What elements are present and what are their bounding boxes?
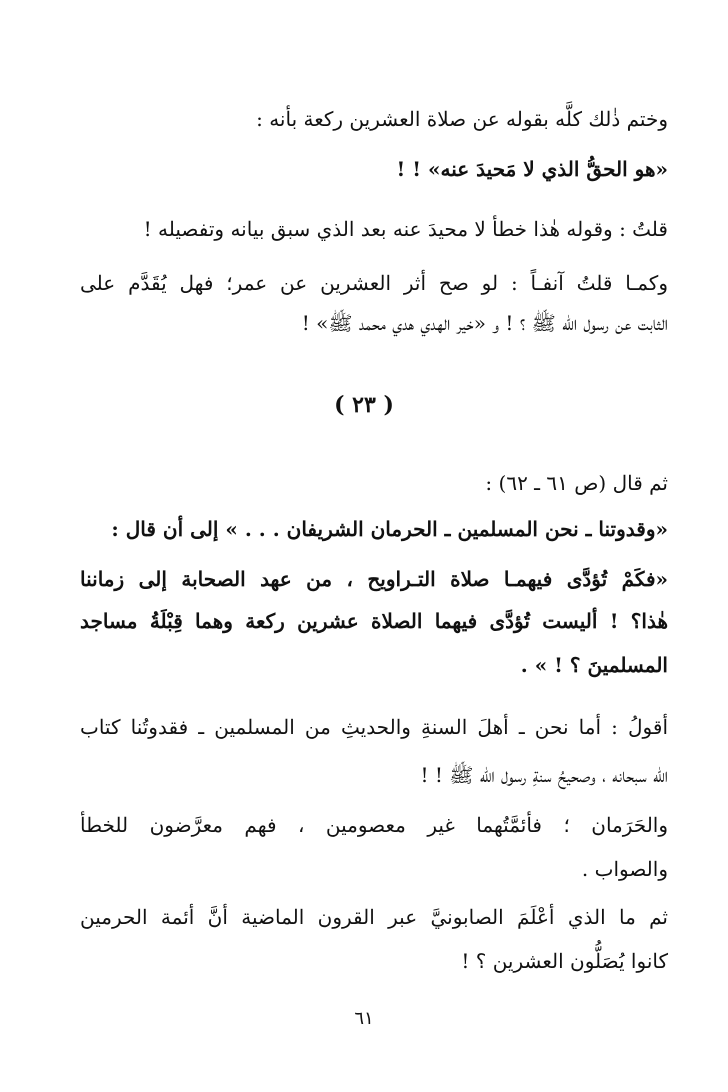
paragraph-2-line-1: قلتُ : وقوله هٰذا خطأ لا محيدَ عنه بعد الذي سبق بيانه وتفصيله !	[143, 217, 668, 241]
page-number: ٦١	[354, 1008, 374, 1029]
paragraph-4-line-1: ثم قال (ص ٦١ ـ ٦٢) :	[485, 471, 668, 495]
paragraph-9-line-2: كانوا يُصَلُّون العشرين ؟ !	[461, 949, 668, 973]
paragraph-3-line-2: الثابت عن رسول الله ﷺ ؟ ! و «خير الهدي هدي محمد ﷺ» !	[301, 311, 668, 335]
section-heading: ( ٢٣ )	[334, 392, 394, 418]
paragraph-5-line-1: «وقدوتنا ـ نحن المسلمين ـ الحرمان الشريفان . . . » إلى أن قال :	[111, 517, 668, 541]
paragraph-7-line-1: أقولُ : أما نحن ـ أهلَ السنةِ والحديثِ من المسلمين ـ فقدوتُنا كتاب	[80, 715, 668, 739]
paragraph-7-line-2: الله سبحانه ، وصحيحُ سنةِ رسول الله ﷺ ! !	[420, 763, 668, 787]
paragraph-8-line-1: والحَرَمان ؛ فأئمَّتُهما غير معصومين ، فهم معرَّضون للخطأ	[80, 813, 668, 837]
paragraph-1-quote: «هو الحقُّ الذي لا مَحيدَ عنه» ! !	[396, 157, 668, 181]
paragraph-6-line-2: هٰذا؟ ! أليست تُؤدَّى فيهما الصلاة عشرين ركعة وهما قِبْلَةُ مساجد	[80, 609, 668, 633]
paragraph-6-line-3: المسلمينَ ؟ ! » .	[520, 653, 668, 677]
paragraph-9-line-1: ثم ما الذي أعْلَمَ الصابونيَّ عبر القرون الماضية أنَّ أئمة الحرمين	[80, 905, 668, 929]
paragraph-6-line-1: «فكَمْ تُؤدَّى فيهمـا صلاة التـراويح ، من عهد الصحابة إلى زماننا	[80, 567, 668, 591]
paragraph-3-line-1: وكمـا قلتُ آنفـاً : لو صح أثر العشرين عن عمر؛ فهل يُقَدَّم على	[80, 271, 668, 295]
paragraph-8-line-2: والصواب .	[581, 857, 668, 881]
paragraph-1-line-1: وختم ذٰلك كلَّه بقوله عن صلاة العشرين ركعة بأنه :	[256, 107, 668, 131]
